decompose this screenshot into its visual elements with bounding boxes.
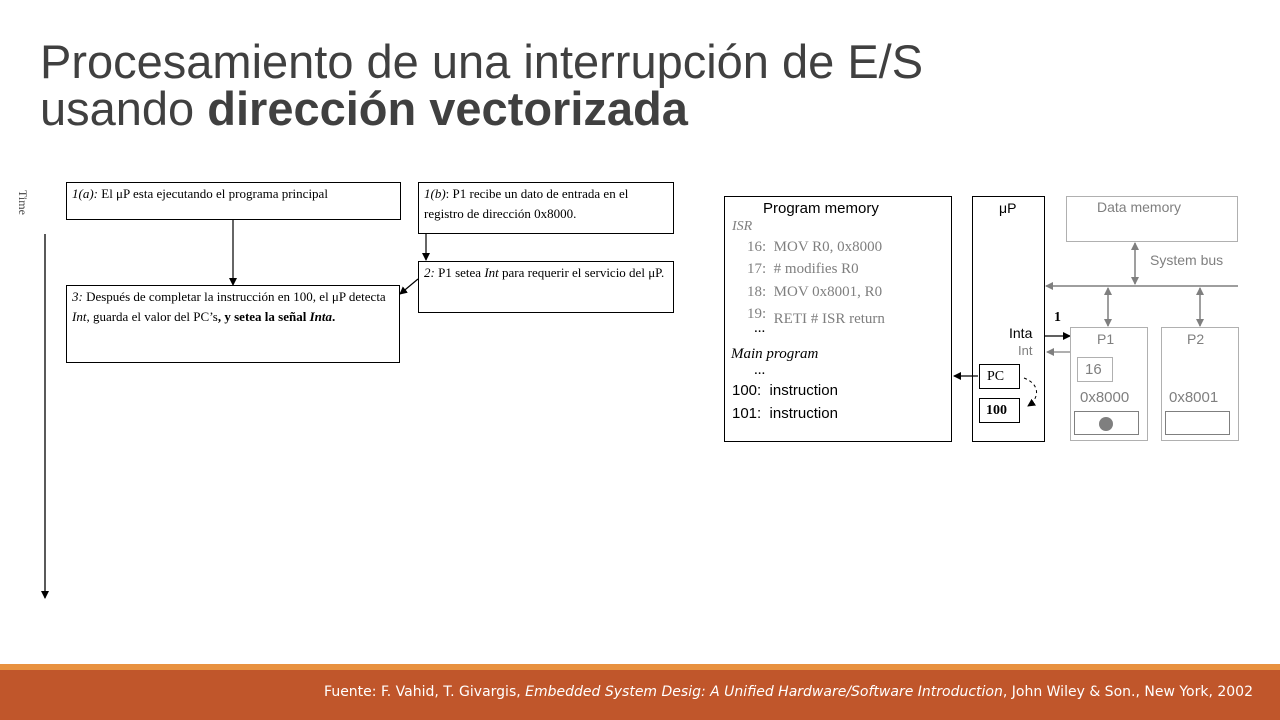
step-2-text-2: para requerir el servicio del μP. (498, 265, 665, 280)
title-line-2-prefix: usando (40, 82, 208, 135)
pc-register (979, 364, 1020, 389)
p1-data-register (1074, 411, 1139, 435)
isr-line-num: 17: (747, 261, 767, 277)
main-line-code: instruction (769, 405, 838, 422)
p2-address: 0x8001 (1169, 389, 1219, 406)
step-3-inta: Inta (309, 309, 332, 324)
step-1a-box (66, 182, 401, 220)
step-2-tag: 2: (424, 265, 435, 280)
isr-line-code: MOV R0, 0x8000 (773, 239, 883, 255)
pc-saved-value-text: 100 (986, 403, 1007, 418)
footer-citation (324, 684, 1253, 700)
program-memory-title: Program memory (763, 200, 879, 217)
footer-prefix: Fuente: F. Vahid, T. Givargis, (324, 684, 526, 700)
isr-label: ISR (732, 219, 753, 234)
main-program-label: Main program (731, 346, 819, 362)
p1-register-value: 16 (1085, 361, 1102, 378)
isr-line-code: RETI # ISR return (773, 311, 885, 327)
p1-address: 0x8000 (1080, 389, 1130, 406)
title-line-2-bold: dirección vectorizada (207, 82, 688, 135)
step-1b-box (418, 182, 674, 234)
step-2-text-1: P1 setea (434, 265, 485, 280)
step-1a-tag: 1(a): (72, 186, 98, 201)
step-3-text-4: . (332, 309, 336, 324)
step-3-tag: 3: (72, 289, 83, 304)
main-line-num: 100: (732, 382, 762, 399)
title-line-1: Procesamiento de una interrupción de E/S (40, 35, 924, 88)
inta-signal-value: 1 (1054, 310, 1061, 325)
step-3-text-2: , guarda el valor del PC’s (86, 309, 218, 324)
step-3-box (66, 285, 400, 363)
p2-title: P2 (1187, 331, 1205, 347)
cpu-int-label: Int (1018, 343, 1033, 358)
isr-line-num: 18: (747, 284, 767, 300)
main-line-code: instruction (769, 382, 838, 399)
isr-line-16 (747, 239, 882, 256)
ellipsis-2: ... (754, 362, 766, 378)
p2-data-register (1165, 411, 1230, 435)
footer-book: Embedded System Desig: A Unified Hardware/Software Introduction (525, 684, 1003, 700)
ellipsis-1: ... (754, 320, 766, 336)
main-line-101 (732, 405, 838, 422)
isr-line-code: # modifies R0 (773, 261, 859, 277)
isr-line-num: 19: (747, 306, 767, 322)
isr-line-code: MOV 0x8001, R0 (773, 284, 883, 300)
main-line-num: 101: (732, 405, 762, 422)
arrow-2-to-3 (400, 279, 418, 294)
timeline-label: Time (16, 190, 30, 215)
step-3-text-3: , y setea la señal (217, 309, 310, 324)
step-3-int: Int (72, 309, 87, 324)
step-1b-text: : P1 recibe un dato de entrada en el registro de dirección 0x8000. (424, 186, 629, 221)
isr-line-19 (747, 306, 885, 327)
cpu-inta-label: Inta (1009, 325, 1033, 341)
p1-register (1077, 357, 1113, 382)
step-2-box (418, 261, 674, 313)
data-memory-title: Data memory (1097, 199, 1182, 215)
main-line-100 (732, 382, 838, 399)
step-1b-tag: 1(b) (424, 186, 446, 201)
step-2-int: Int (484, 265, 499, 280)
isr-line-17 (747, 261, 859, 278)
pc-register-label: PC (987, 369, 1005, 384)
step-1a-text: El μP esta ejecutando el programa principal (98, 186, 328, 201)
system-bus-label: System bus (1150, 252, 1224, 268)
footer-suffix: , John Wiley & Son., New York, 2002 (1002, 684, 1253, 700)
pc-saved-value (979, 398, 1020, 423)
step-3-text-1: Después de completar la instrucción en 100, el μP detecta (82, 289, 386, 304)
isr-line-18 (747, 284, 882, 301)
isr-line-num: 16: (747, 239, 767, 255)
cpu-title: μP (999, 200, 1017, 216)
p1-title: P1 (1097, 331, 1115, 347)
